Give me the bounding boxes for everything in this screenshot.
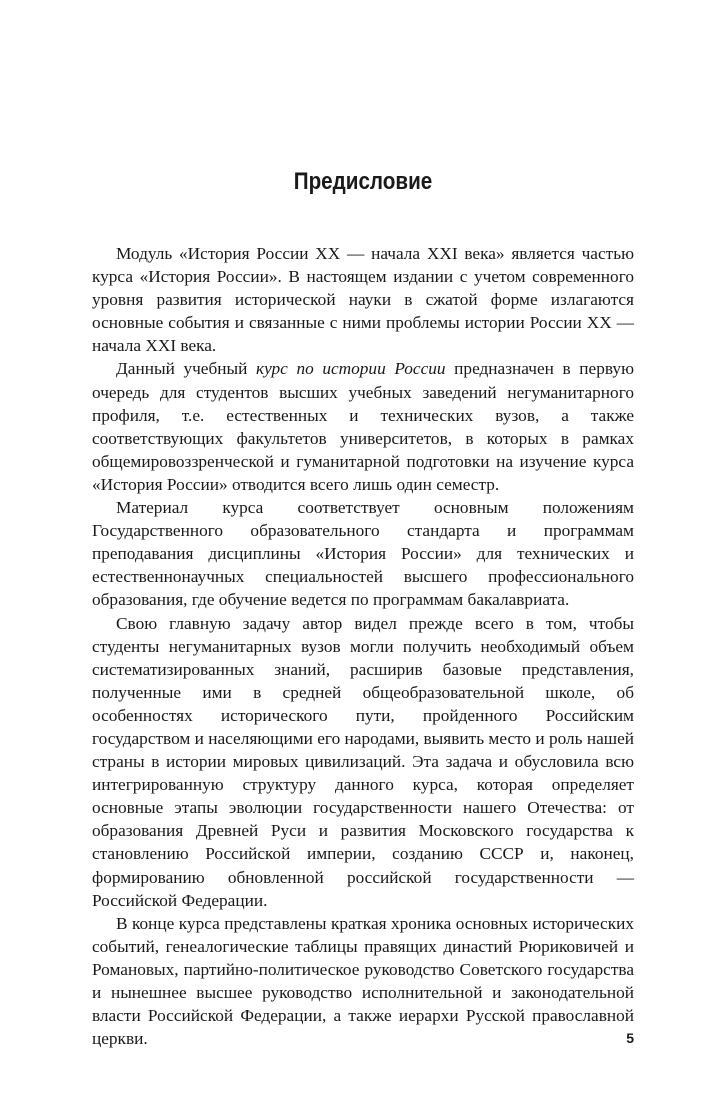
body-text [92, 242, 634, 1050]
paragraph-2-italic: курс по истории России [255, 359, 446, 379]
page-heading: Предисловие [293, 168, 433, 195]
paragraph-2 [92, 357, 634, 496]
paragraph-5: В конце курса представлены краткая хроника основных исторических событий, генеалогические таблицы правящих династий Рюриковичей и Романовых, партийно-политическое руководство Советского государства и нынешнее высшее руководство исполнительной и законодательной власти Российской Федерации, а также иерархи Русской православной церкви. [92, 913, 634, 1049]
paragraph-2-start: Данный учебный [116, 359, 256, 379]
page-number: 5 [626, 1030, 634, 1046]
paragraph-1: Модуль «История России XX — начала XXI века» является частью курса «История России». В настоящем издании с учетом современного уровня развития исторической науки в сжатой форме излагаются основные события и связанные с ними проблемы истории России XX — начала XXI века. [92, 244, 634, 356]
paragraph-4: Свою главную задачу автор видел прежде всего в том, чтобы студенты негуманитарных вузов могли получить необходимый объем систематизированных знаний, расширив базовые представления, полученные ими в средней общеобразовательной школе, об особенностях исторического пути, пройденного Российским государством и населяющими его народами, выявить место и роль нашей страны в истории мировых цивилизаций. Эта задача и обусловила всю интегрированную структуру данного курса, которая определяет основные этапы эволюции государственности нашего Отечества: от образования Древней Руси и развития Московского государства к становлению Российской империи, созданию СССР и, наконец, формированию обновленной российской государственности — Российской Федерации. [92, 613, 634, 910]
paragraph-2-end: предназначен в первую очередь для студентов высших учебных заведений негуманитарного профиля, т.е. естественных и технических вузов, а также соответствующих факультетов университетов, в которых в рамках общемировоззренческой и гуманитарной подготовки на изучение курса «История России» отводится всего лишь один семестр. [92, 359, 634, 494]
paragraph-3: Материал курса соответствует основным положениям Государственного образовательного стандарта и программам преподавания дисциплины «История России» для технических и естественнонаучных специальностей высшего профессионального образования, где обучение ведется по программам бакалавриата. [92, 498, 634, 610]
